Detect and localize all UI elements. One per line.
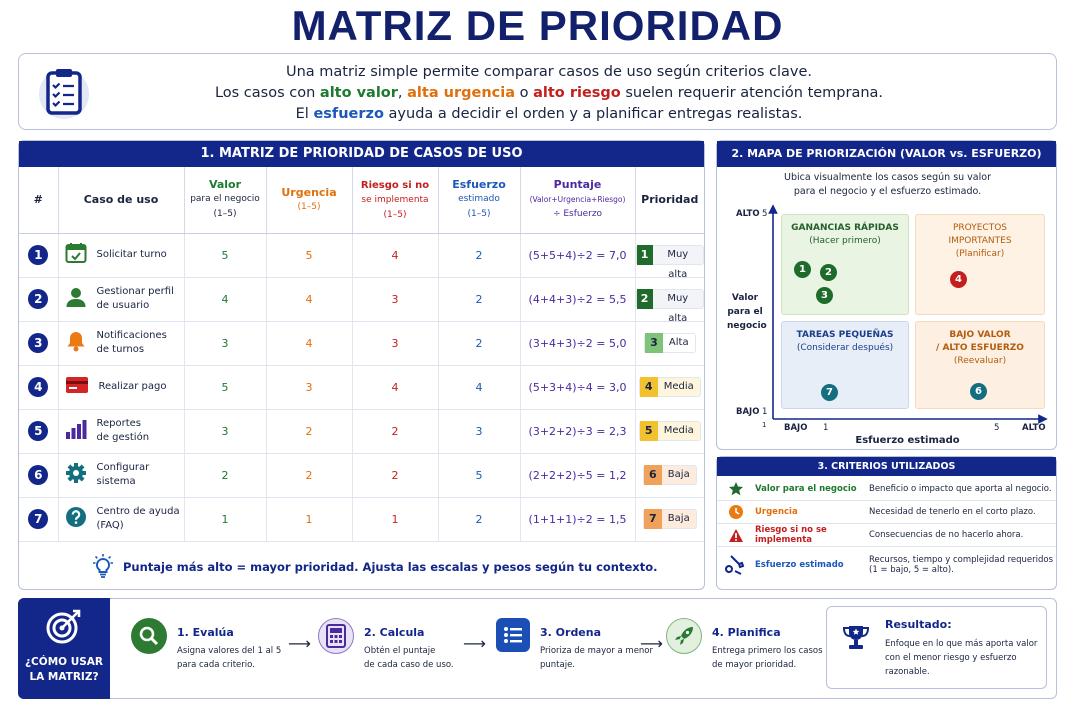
map-point-1: 1 [794,261,811,278]
puntaje-cell: (1+1+1)÷2 = 1,5 [520,497,635,541]
y-tick-1: 1 [762,407,768,417]
esfuerzo-cell: 4 [438,365,520,409]
priority-badge: 1 Muy alta [636,245,705,265]
quadrant-ganancias-rapidas: GANANCIAS RÁPIDAS (Hacer primero) [781,214,909,315]
trophy-icon [840,622,872,654]
puntaje-cell: (3+4+3)÷2 = 5,0 [520,321,635,365]
puntaje-cell: (4+4+3)÷2 = 5,5 [520,277,635,321]
table-row [19,409,704,453]
prioridad-cell [635,365,704,409]
map-point-2: 2 [820,264,837,281]
valor-cell: 3 [184,321,266,365]
bell-icon [65,330,87,357]
gear-icon [65,462,87,489]
intro-box [18,53,1057,130]
x-axis-low: BAJO [784,423,808,433]
esfuerzo-cell: 3 [438,409,520,453]
priority-badge: 7 Baja [643,509,697,529]
riesgo-cell: 4 [352,233,438,277]
col-prioridad: Prioridad [635,167,704,233]
result-text: Enfoque en lo que más aporta valor con el menor riesgo y esfuerzo razonable. [885,639,1038,677]
clipboard-checklist-icon [39,65,89,120]
help-icon [65,506,87,533]
valor-cell: 1 [184,497,266,541]
priority-matrix-panel [18,140,705,590]
case-name: Centro de ayuda [96,506,180,517]
bar-chart-icon [65,418,87,445]
map-heading: 2. MAPA DE PRIORIZACIÓN (VALOR vs. ESFUERZO) [717,141,1056,167]
riesgo-cell: 3 [352,277,438,321]
case-cell [58,233,184,277]
row-number: 2 [19,277,58,321]
case-name: Realizar pago [98,381,167,392]
case-cell: Notificaciones de turnos [58,321,184,365]
priority-badge: 5 Media [639,421,701,441]
howto-label-box [18,598,110,699]
valor-cell: 2 [184,453,266,497]
x-tick-5: 5 [994,423,1000,433]
y-tick-5: 5 [762,209,768,219]
matrix-footnote: Puntaje más alto = mayor prioridad. Ajusta las escalas y pesos según tu contexto. [91,554,657,580]
list-icon [496,618,530,652]
case-name: Configurar [96,462,150,473]
x-axis-high: ALTO [1022,423,1046,433]
col-urgencia: Urgencia (1–5) [266,167,352,233]
criteria-row: Esfuerzo estimado Recursos, tiempo y complejidad requeridos (1 = bajo, 5 = alto). [717,547,1056,583]
priority-badge: 4 Media [639,377,701,397]
case-name: Gestionar perfil [96,286,174,297]
row-number: 6 [19,453,58,497]
matrix-heading: 1. MATRIZ DE PRIORIDAD DE CASOS DE USO [19,141,704,167]
page-title: MATRIZ DE PRIORIDAD [291,2,784,49]
urgencia-cell: 5 [266,233,352,277]
howto-label-1: ¿CÓMO USAR [24,656,104,668]
arrow-icon: ⟶ [288,634,311,653]
case-cell: Gestionar perfil de usuario [58,277,184,321]
criteria-row: Urgencia Necesidad de tenerlo en el corto plazo. [717,501,1056,524]
row-number: 5 [19,409,58,453]
valor-cell: 5 [184,233,266,277]
prioridad-cell [635,453,704,497]
valor-cell: 5 [184,365,266,409]
esfuerzo-cell: 2 [438,321,520,365]
table-row [19,453,704,497]
criteria-row: Riesgo si no se implementa Consecuencias de no hacerlo ahora. [717,524,1056,547]
case-name: Notificaciones [96,330,167,341]
map-point-6: 6 [970,383,987,400]
esfuerzo-cell: 2 [438,233,520,277]
col-puntaje: Puntaje (Valor+Urgencia+Riesgo) ÷ Esfuerzo [520,167,635,233]
step-planifica: 4. Planifica Entrega primero los casos de mayor prioridad. [666,618,823,672]
target-icon [45,607,83,645]
priority-badge: 2 Muy alta [636,289,705,309]
y-axis-low: BAJO [736,407,760,417]
table-row [19,321,704,365]
riesgo-cell: 2 [352,409,438,453]
case-cell: Configurar sistema [58,453,184,497]
arrow-icon: ⟶ [640,634,663,653]
case-cell: Centro de ayuda (FAQ) [58,497,184,541]
step-ordena: 3. Ordena Prioriza de mayor a menor puntaje. [496,618,653,672]
map-point-4: 4 [950,271,967,288]
arrow-icon: ⟶ [463,634,486,653]
case-name: Reportes [96,418,142,429]
tools-icon [717,554,755,576]
clock-icon [717,504,755,520]
lightbulb-icon [91,554,115,580]
col-case: Caso de uso [58,167,184,233]
puntaje-cell: (3+2+2)÷3 = 2,3 [520,409,635,453]
quadrant-proyectos-importantes: PROYECTOS IMPORTANTES (Planificar) [915,214,1045,315]
row-number: 1 [19,233,58,277]
table-row [19,233,704,277]
star-icon [717,481,755,497]
puntaje-cell: (5+3+4)÷4 = 3,0 [520,365,635,409]
riesgo-cell: 1 [352,497,438,541]
criteria-row: Valor para el negocio Beneficio o impacto que aporta al negocio. [717,478,1056,501]
esfuerzo-cell: 5 [438,453,520,497]
y-axis-label: Valor para el negocio [727,293,767,331]
urgencia-cell: 1 [266,497,352,541]
prioridad-cell [635,233,704,280]
case-cell: Reportes de gestión [58,409,184,453]
priority-table [19,167,704,542]
howto-label-2: LA MATRIZ? [29,671,99,683]
case-name: Solicitar turno [96,249,167,260]
result-heading: Resultado: [885,618,952,631]
riesgo-cell: 2 [352,453,438,497]
intro-text: Una matriz simple permite comparar casos de uso según criterios clave. Los casos con alto valor, alta urgencia o alto riesgo suelen requerir atención temprana. El esfuerzo ayuda a decidir el orden y a planificar entregas realistas. [214,64,884,122]
riesgo-cell: 4 [352,365,438,409]
urgencia-cell: 2 [266,453,352,497]
criteria-panel [716,456,1057,590]
urgencia-cell: 4 [266,277,352,321]
row-number: 4 [19,365,58,409]
quadrant-bajo-valor-alto-esfuerzo: BAJO VALOR / ALTO ESFUERZO (Reevaluar) [915,321,1045,409]
quadrant-tareas-pequenas: TAREAS PEQUEÑAS (Considerar después) [781,321,909,409]
warning-icon [717,528,755,543]
priority-badge: 6 Baja [643,465,697,485]
puntaje-cell: (5+5+4)÷2 = 7,0 [520,233,635,277]
urgencia-cell: 2 [266,409,352,453]
puntaje-cell: (2+2+2)÷5 = 1,2 [520,453,635,497]
step-evalua: 1. Evalúa Asigna valores del 1 al 5 para cada criterio. [131,618,281,672]
result-box [826,606,1047,689]
map-description: Ubica visualmente los casos según su valor para el negocio y el esfuerzo estimado. [784,172,991,197]
x-tick-1: 1 [823,423,829,433]
valor-cell: 4 [184,277,266,321]
calculator-icon [318,618,354,654]
col-valor: Valor para el negocio (1–5) [184,167,266,233]
esfuerzo-cell: 2 [438,497,520,541]
user-icon [65,286,87,313]
map-point-7: 7 [821,384,838,401]
row-number: 3 [19,321,58,365]
esfuerzo-cell: 2 [438,277,520,321]
credit-card-icon [65,375,89,400]
x-tick-origin: 1 [762,421,767,429]
priority-badge: 3 Alta [644,333,696,353]
urgencia-cell: 4 [266,321,352,365]
table-row [19,497,704,541]
col-num: # [19,167,58,233]
prioridad-cell [635,409,704,453]
search-icon [131,618,167,654]
prioridad-cell [635,497,704,541]
step-calcula: 2. Calcula Obtén el puntaje de cada caso de uso. [318,618,454,672]
y-axis-high: ALTO [736,209,760,219]
table-row [19,277,704,321]
row-number: 7 [19,497,58,541]
urgencia-cell: 3 [266,365,352,409]
criteria-heading: 3. CRITERIOS UTILIZADOS [717,457,1056,476]
x-axis-label: Esfuerzo estimado [855,435,960,446]
col-riesgo: Riesgo si no se implementa (1–5) [352,167,438,233]
valor-cell: 3 [184,409,266,453]
calendar-icon [65,242,87,269]
map-point-3: 3 [816,287,833,304]
prioritization-map-panel [716,140,1057,450]
case-cell [58,365,184,409]
col-esfuerzo: Esfuerzo estimado (1–5) [438,167,520,233]
riesgo-cell: 3 [352,321,438,365]
table-row [19,365,704,409]
rocket-icon [666,618,702,654]
